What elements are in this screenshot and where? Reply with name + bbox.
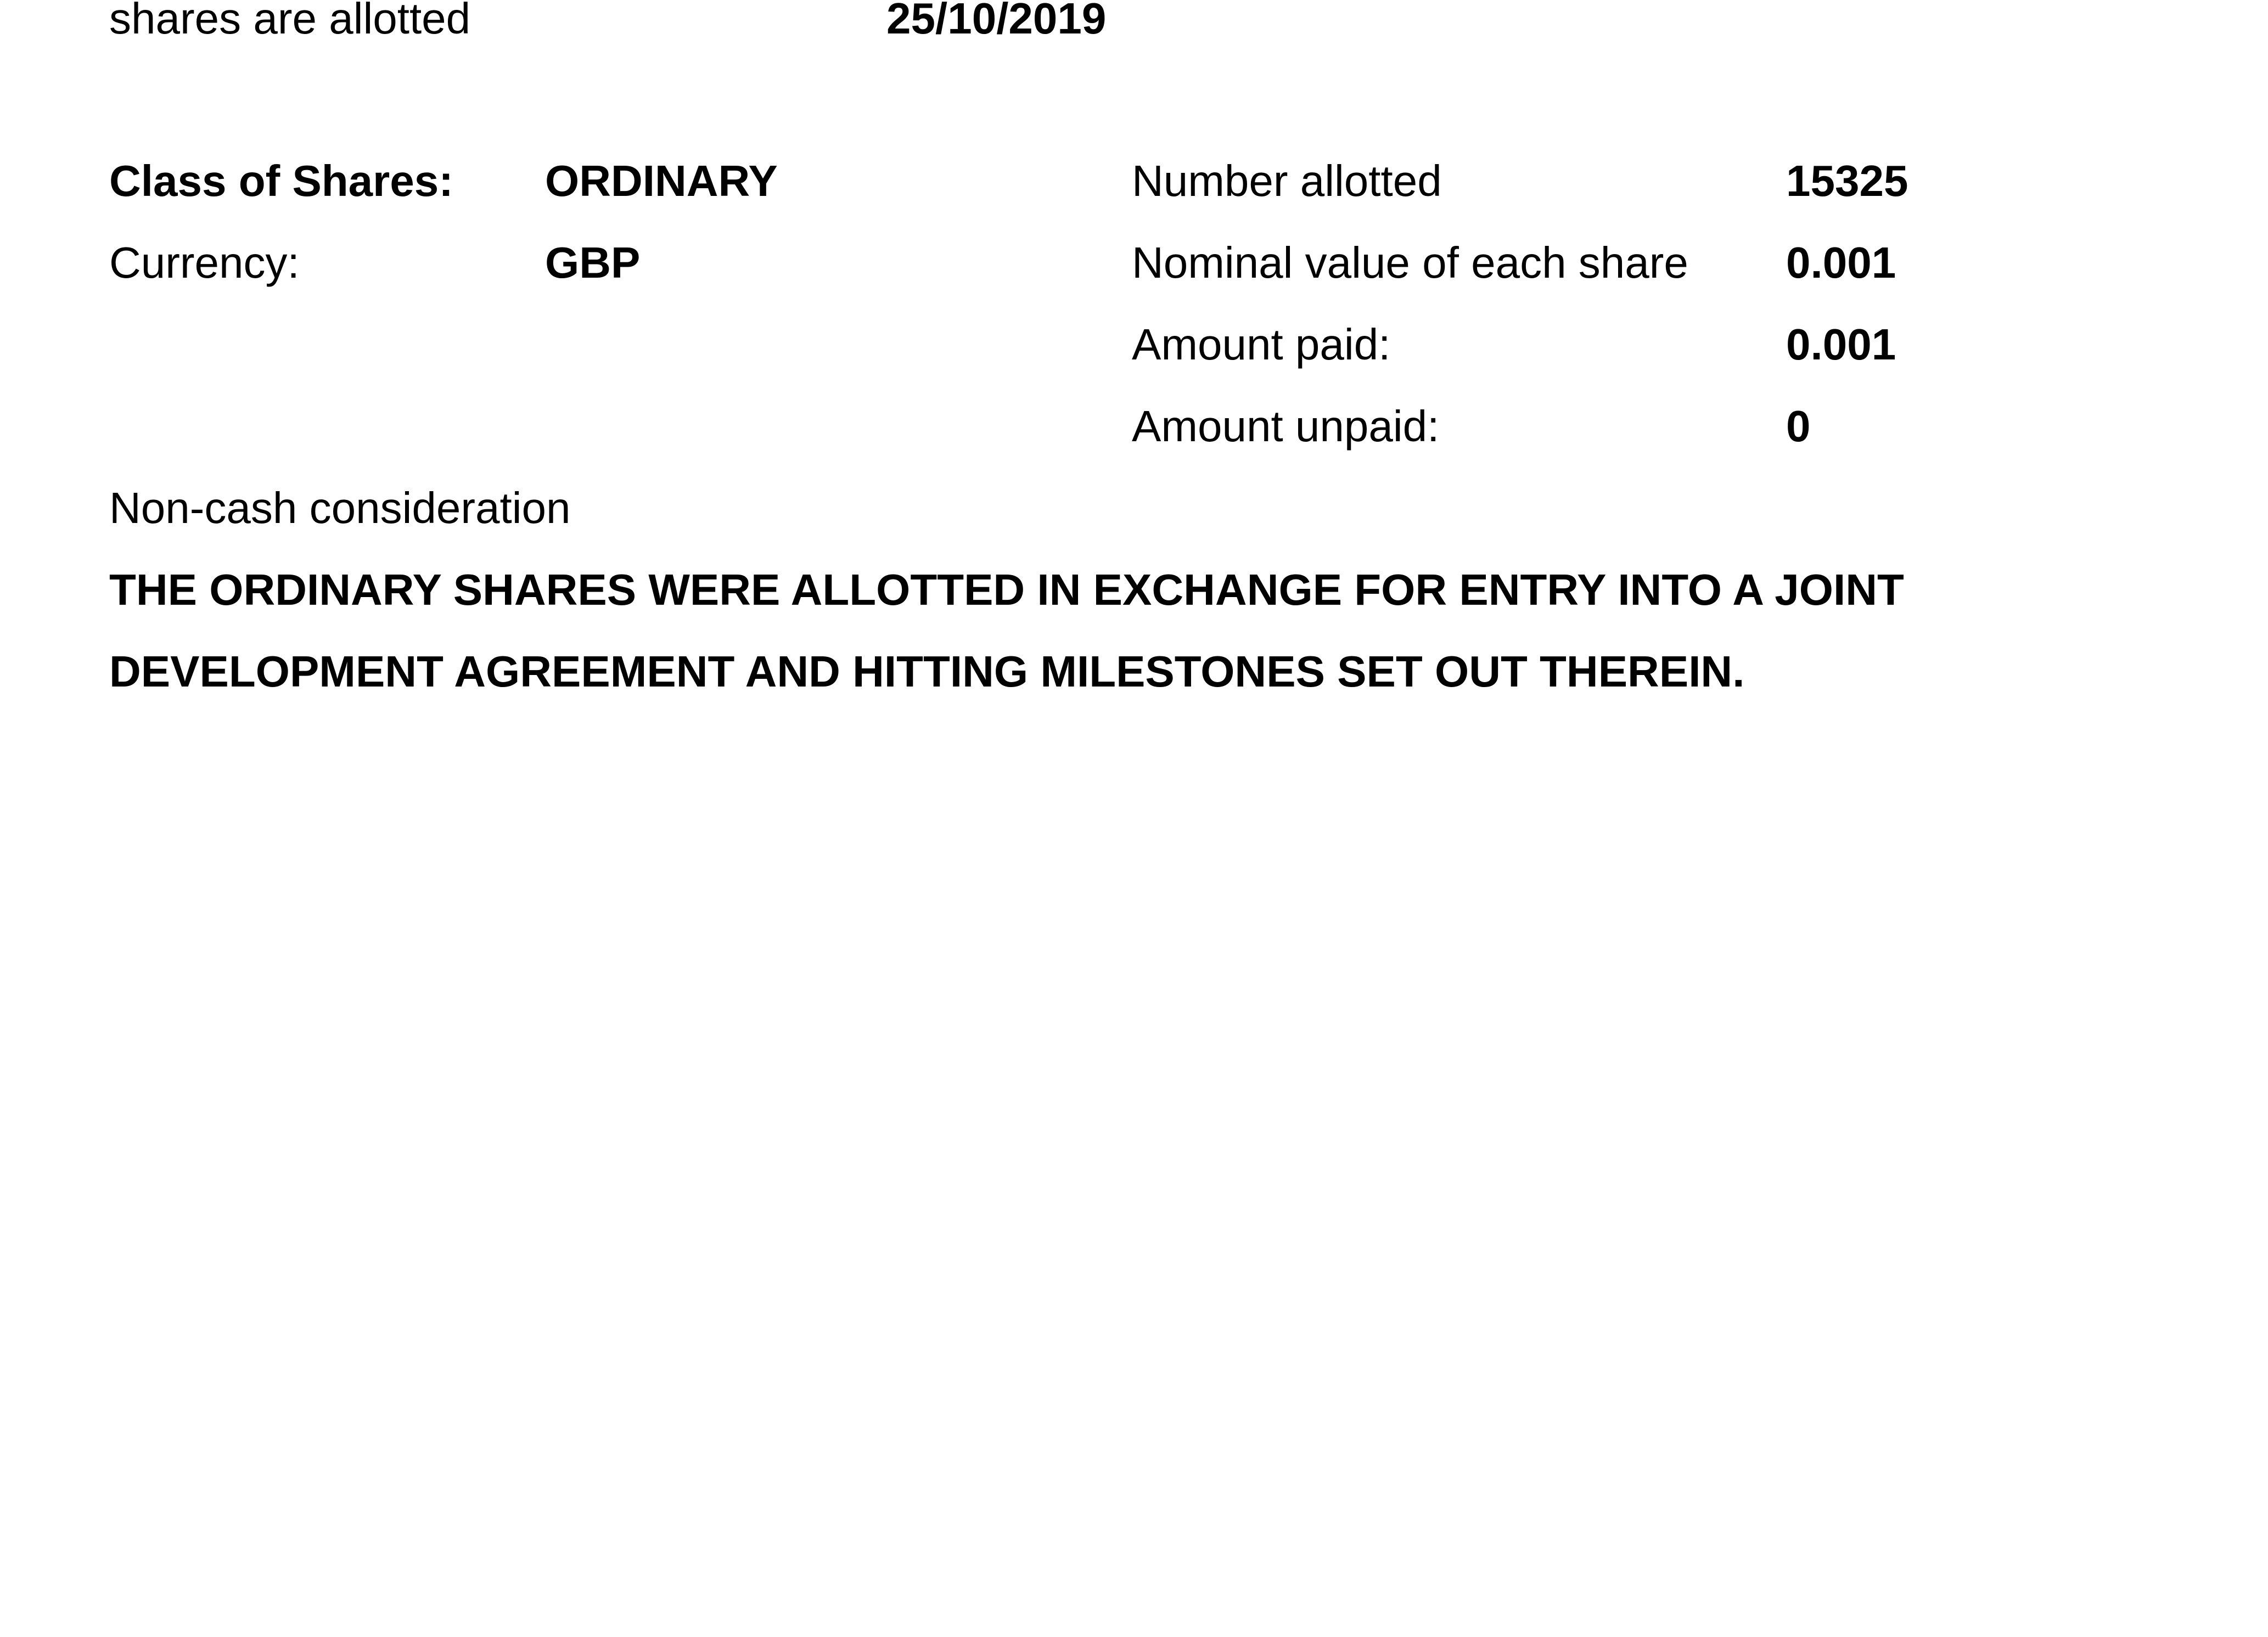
amount-unpaid-label: Amount unpaid:: [1132, 402, 1440, 451]
consideration-text-line-1: THE ORDINARY SHARES WERE ALLOTTED IN EXCHANGE FOR ENTRY INTO A JOINT: [109, 565, 1904, 614]
nominal-value-label: Nominal value of each share: [1132, 238, 1688, 287]
amount-unpaid-value: 0: [1786, 402, 1811, 451]
consideration-text-line-2: DEVELOPMENT AGREEMENT AND HITTING MILESTONES SET OUT THEREIN.: [109, 647, 1745, 696]
non-cash-consideration-heading: Non-cash consideration: [109, 483, 571, 532]
amount-paid-label: Amount paid:: [1132, 320, 1391, 369]
class-of-shares-label: Class of Shares:: [109, 156, 453, 205]
nominal-value-value: 0.001: [1786, 238, 1896, 287]
currency-value: GBP: [545, 238, 641, 287]
currency-label: Currency:: [109, 238, 300, 287]
amount-paid-value: 0.001: [1786, 320, 1896, 369]
allotment-date-value: 25/10/2019: [886, 0, 1107, 43]
number-allotted-value: 15325: [1786, 156, 1908, 205]
allotment-date-label: shares are allotted: [109, 0, 471, 43]
number-allotted-label: Number allotted: [1132, 156, 1442, 205]
class-of-shares-value: ORDINARY: [545, 156, 778, 205]
